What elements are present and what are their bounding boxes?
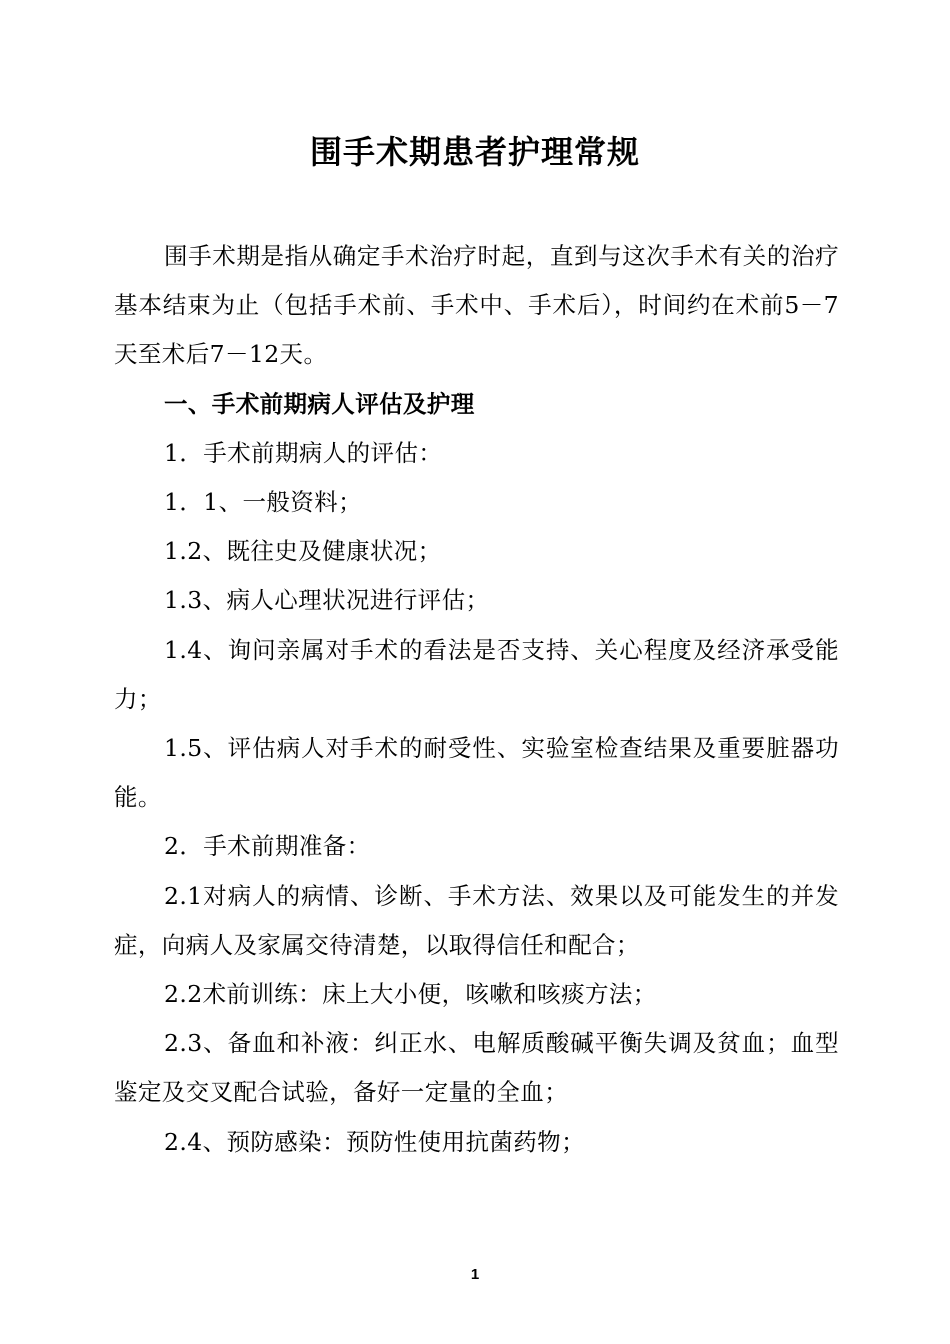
list-item: 1．1、一般资料； xyxy=(164,488,363,517)
subsection-heading: 1．手术前期病人的评估： xyxy=(164,438,443,467)
list-item: 2.4、预防感染：预防性使用抗菌药物； xyxy=(164,1127,585,1156)
list-item: 1.4、询问亲属对手术的看法是否支持、关心程度及经济承受能力； xyxy=(114,635,839,713)
subsection-heading: 2．手术前期准备： xyxy=(164,832,371,861)
list-item: 1.3、病人心理状况进行评估； xyxy=(164,586,490,615)
document-body xyxy=(114,232,839,1167)
document-title: 围手术期患者护理常规 xyxy=(309,133,640,171)
list-item: 2.2术前训练：床上大小便，咳嗽和咳痰方法； xyxy=(164,980,657,1009)
intro-paragraph: 围手术期是指从确定手术治疗时起，直到与这次手术有关的治疗基本结束为止（包括手术前、手术中、手术后），时间约在术前5－7天至术后7－12天。 xyxy=(114,242,839,369)
list-item: 2.1对病人的病情、诊断、手术方法、效果以及可能发生的并发症，向病人及家属交待清楚，以取得信任和配合； xyxy=(114,881,839,959)
list-item: 1.5、评估病人对手术的耐受性、实验室检查结果及重要脏器功能。 xyxy=(114,734,839,812)
section-heading: 一、手术前期病人评估及护理 xyxy=(164,389,475,418)
list-item: 2.3、备血和补液：纠正水、电解质酸碱平衡失调及贫血；血型鉴定及交叉配合试验，备好一定量的全血； xyxy=(114,1029,839,1107)
list-item: 1.2、既往史及健康状况； xyxy=(164,537,442,566)
page-number: 1 xyxy=(470,1266,480,1283)
